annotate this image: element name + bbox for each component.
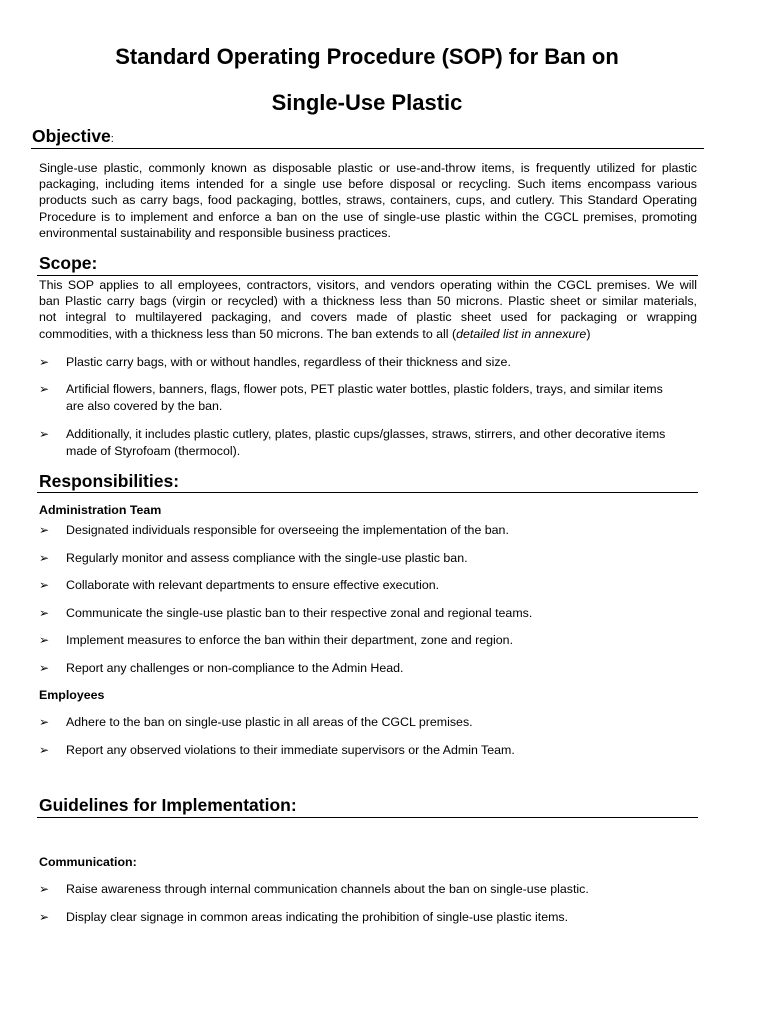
list-item <box>39 909 699 926</box>
list-item-text: made of Styrofoam (thermocol). <box>66 443 241 458</box>
scope-rule <box>37 275 698 276</box>
employees-label: Employees <box>39 688 105 702</box>
objective-paragraph <box>39 160 697 241</box>
administration-team-label: Administration Team <box>39 503 162 517</box>
objective-heading <box>32 125 114 150</box>
arrow-bullet-icon: ➢ <box>39 382 50 396</box>
document-title-line-1: Standard Operating Procedure (SOP) for Ban on <box>115 44 619 69</box>
responsibilities-rule <box>37 492 698 493</box>
scope-line-suffix: ) <box>586 326 591 341</box>
list-item-text: Artificial flowers, banners, flags, flower pots, PET plastic water bottles, plastic folders, trays, and similar items <box>66 382 663 396</box>
objective-line: products such as carry bags, food packaging, bottles, straws, containers, cups, and cutlery. This Standard Operating <box>39 193 697 208</box>
arrow-bullet-icon: ➢ <box>39 633 50 647</box>
list-item <box>39 605 699 622</box>
objective-line: Single-use plastic, commonly known as disposable plastic or use-and-throw items, is frequently utilized for plastic <box>39 161 697 175</box>
objective-heading-colon: : <box>110 133 114 145</box>
guidelines-heading: Guidelines for Implementation: <box>39 795 297 815</box>
scope-line: This SOP applies to all employees, contractors, visitors, and vendors operating within the CGCL premises. We will <box>39 278 697 292</box>
list-item <box>39 550 699 567</box>
list-item <box>39 354 699 371</box>
list-item-text: Display clear signage in common areas indicating the prohibition of single-use plastic items. <box>66 910 569 924</box>
scope-heading: Scope: <box>39 253 98 273</box>
objective-line: packaging, including items intended for a single use before disposal or recycling. Such items encompass various <box>39 177 697 192</box>
list-item-text: are also covered by the ban. <box>66 398 223 413</box>
objective-line: Procedure is to implement and enforce a ban on the use of single-use plastic within the CGCL premises, promoting <box>39 209 697 224</box>
list-item <box>39 426 699 459</box>
list-item-text: Report any challenges or non-compliance to the Admin Head. <box>66 661 404 675</box>
arrow-bullet-icon: ➢ <box>39 523 50 537</box>
list-item <box>39 881 699 898</box>
list-item <box>39 381 699 414</box>
list-item-text: Plastic carry bags, with or without handles, regardless of their thickness and size. <box>66 355 511 369</box>
arrow-bullet-icon: ➢ <box>39 551 50 565</box>
list-item-text: Communicate the single-use plastic ban to their respective zonal and regional teams. <box>66 606 533 620</box>
objective-line: environmental sustainability and responsible business practices. <box>39 225 391 240</box>
arrow-bullet-icon: ➢ <box>39 606 50 620</box>
scope-line: not integral to multilayered packaging, and covers made of plastic sheet used for packaging or wrapping <box>39 310 697 325</box>
list-item <box>39 714 699 731</box>
arrow-bullet-icon: ➢ <box>39 715 50 729</box>
list-item <box>39 742 699 759</box>
arrow-bullet-icon: ➢ <box>39 355 50 369</box>
document-title-line-2: Single-Use Plastic <box>271 90 463 115</box>
scope-line-last <box>39 326 697 342</box>
annexure-reference: detailed list in annexure <box>456 326 587 341</box>
list-item-text: Designated individuals responsible for overseeing the implementation of the ban. <box>66 523 509 537</box>
list-item-text: Collaborate with relevant departments to ensure effective execution. <box>66 578 440 592</box>
arrow-bullet-icon: ➢ <box>39 743 50 757</box>
list-item <box>39 522 699 539</box>
list-item-text: Regularly monitor and assess compliance with the single-use plastic ban. <box>66 551 468 565</box>
arrow-bullet-icon: ➢ <box>39 578 50 592</box>
scope-paragraph <box>39 277 697 342</box>
communication-label: Communication: <box>39 855 137 869</box>
arrow-bullet-icon: ➢ <box>39 882 50 896</box>
arrow-bullet-icon: ➢ <box>39 427 50 441</box>
arrow-bullet-icon: ➢ <box>39 661 50 675</box>
list-item-text: Adhere to the ban on single-use plastic in all areas of the CGCL premises. <box>66 715 473 729</box>
list-item-text: Raise awareness through internal communication channels about the ban on single-use plastic. <box>66 882 589 896</box>
scope-line: ban Plastic carry bags (virgin or recycled) with a thickness less than 50 microns. Plastic sheet or similar materials, <box>39 294 697 309</box>
list-item-text: Report any observed violations to their immediate supervisors or the Admin Team. <box>66 743 515 757</box>
objective-heading-text: Objective <box>32 126 111 146</box>
list-item <box>39 632 699 649</box>
objective-rule <box>31 148 704 149</box>
scope-line-prefix: commodities, with a thickness less than 50 microns. The ban extends to all ( <box>39 326 457 341</box>
list-item-text: Implement measures to enforce the ban within their department, zone and region. <box>66 633 514 647</box>
arrow-bullet-icon: ➢ <box>39 910 50 924</box>
guidelines-rule <box>37 817 698 818</box>
list-item <box>39 577 699 594</box>
list-item <box>39 660 699 677</box>
responsibilities-heading: Responsibilities: <box>39 471 180 491</box>
list-item-text: Additionally, it includes plastic cutlery, plates, plastic cups/glasses, straws, stirrers, and other decorative items <box>66 427 666 441</box>
